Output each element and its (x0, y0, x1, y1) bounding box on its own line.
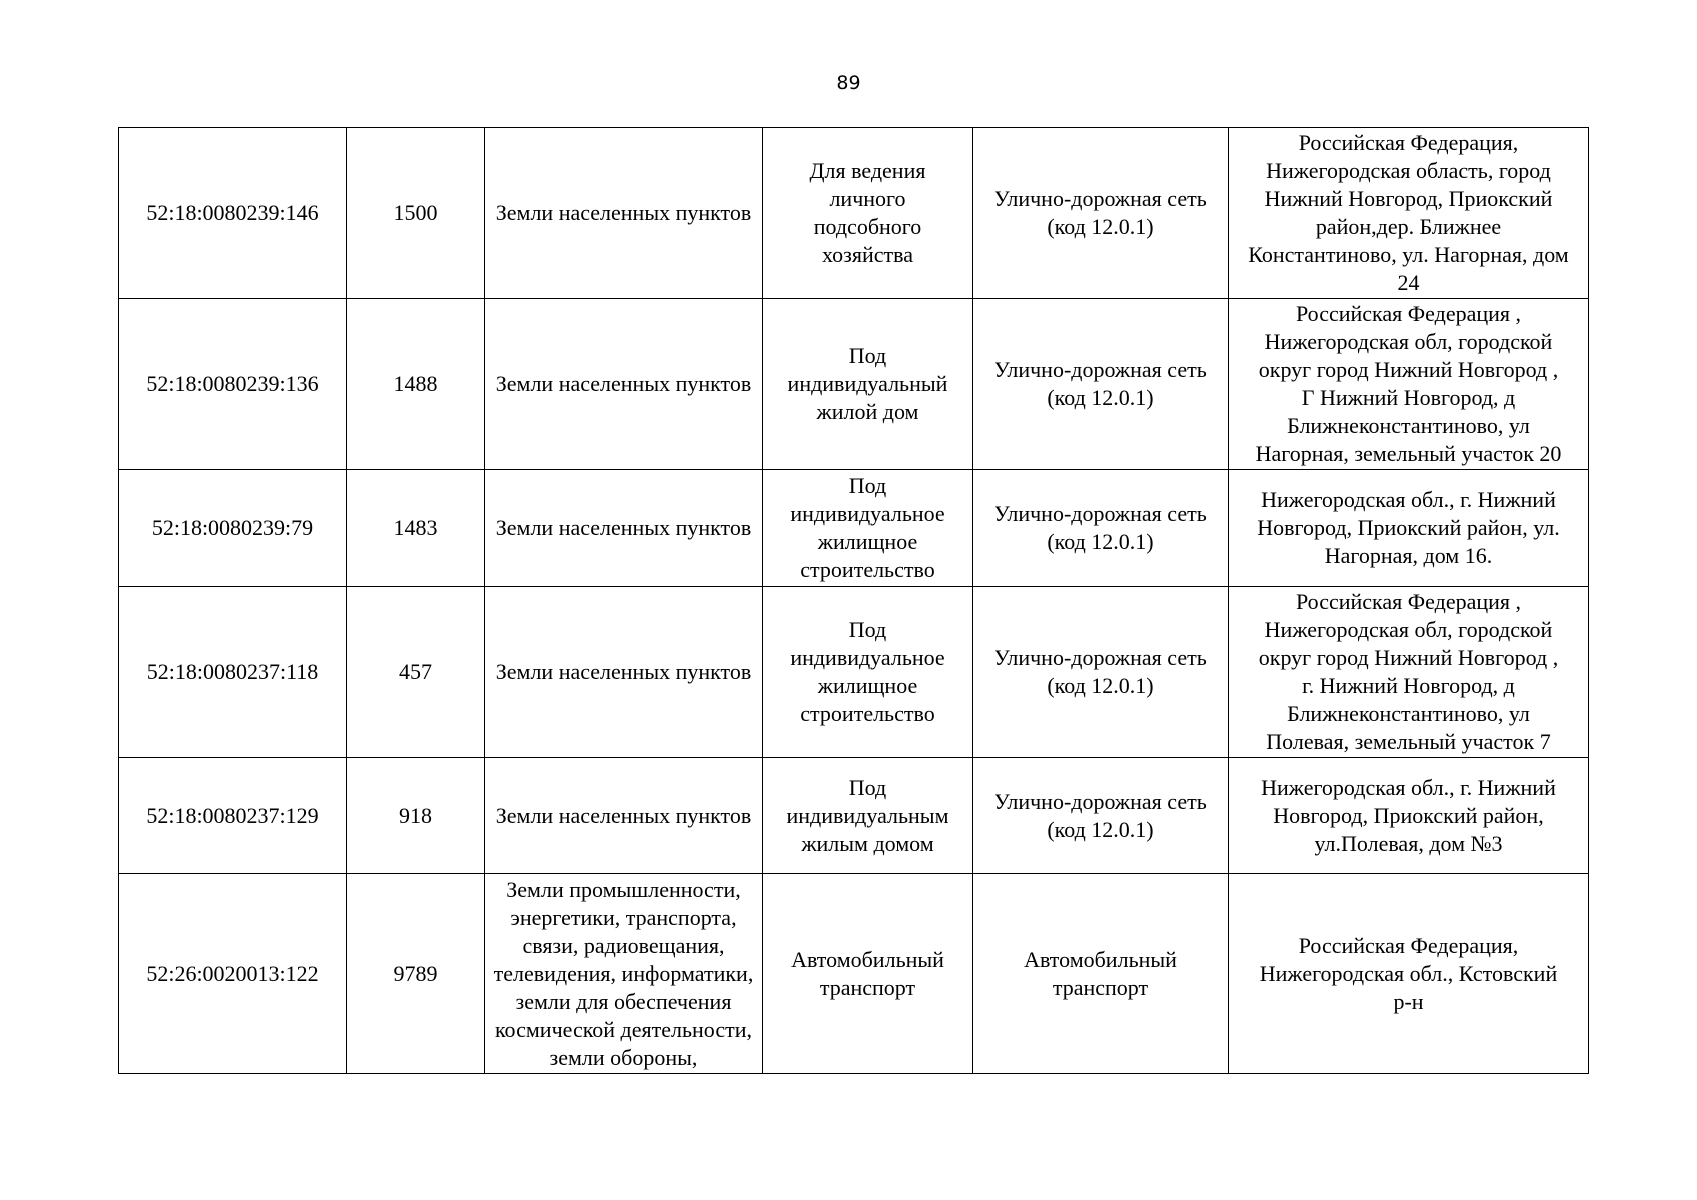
address-cell (1229, 470, 1589, 587)
cell-line: жилищное (817, 673, 918, 698)
cadastral-number-cell: 52:18:0080237:129 (119, 758, 347, 874)
cell-line: Ближнеконстантиново, ул (1287, 413, 1530, 438)
table-row (119, 470, 1589, 587)
cell-line: жилищное (817, 529, 918, 554)
address-cell (1229, 874, 1589, 1074)
cell-line: Ближнеконстантиново, ул (1287, 701, 1530, 726)
address-cell (1229, 758, 1589, 874)
purpose-cell (973, 470, 1229, 587)
cell-line: г. Нижний Новгород, д (1302, 673, 1515, 698)
cell-line: Под (848, 343, 887, 368)
purpose-cell (973, 299, 1229, 470)
cell-line: жилым домом (801, 830, 934, 856)
cell-line: транспорт (819, 974, 916, 1000)
address-cell (1229, 299, 1589, 470)
cadastral-number-cell: 52:18:0080239:79 (119, 470, 347, 587)
cell-line: Нижегородская область, город (1266, 158, 1551, 183)
cell-line: транспорт (1052, 974, 1149, 1000)
cell-line: (код 12.0.1) (1047, 385, 1154, 410)
cell-line: Улично-дорожная сеть (994, 501, 1207, 526)
cell-line: личного (829, 186, 906, 211)
cell-line: Под (848, 473, 887, 498)
area-cell: 1488 (347, 299, 485, 470)
cell-line: Нижегородская обл., г. Нижний (1261, 487, 1556, 512)
table-row (119, 758, 1589, 874)
cell-line: Полевая, земельный участок 7 (1266, 729, 1551, 754)
cell-line: космической деятельности, (494, 1016, 752, 1042)
permitted-use-cell (763, 587, 973, 758)
cell-line: (код 12.0.1) (1047, 816, 1154, 842)
permitted-use-cell (763, 470, 973, 587)
cell-line: (код 12.0.1) (1047, 214, 1154, 239)
area-cell: 918 (347, 758, 485, 874)
cell-line: Улично-дорожная сеть (994, 788, 1207, 814)
permitted-use-cell (763, 299, 973, 470)
page-number: 89 (836, 72, 861, 94)
cell-line: Под (848, 774, 887, 800)
cell-line: индивидуальное (790, 645, 945, 670)
land-category-cell: Земли населенных пунктов (485, 587, 763, 758)
cell-line: Нижегородская обл, городской (1264, 617, 1553, 642)
cell-line: Нижегородская обл., г. Нижний (1261, 774, 1556, 800)
cell-line: Г Нижний Новгород, д (1301, 385, 1516, 410)
cell-line: энергетики, транспорта, (510, 904, 737, 930)
cell-line: Новгород, Приокский район, (1273, 802, 1544, 828)
cell-line: Автомобильный (791, 946, 944, 972)
cell-line: Улично-дорожная сеть (994, 186, 1207, 211)
cell-line: земли обороны, (549, 1044, 698, 1070)
cadastral-number-cell: 52:18:0080237:118 (119, 587, 347, 758)
cell-line: хозяйства (822, 242, 913, 267)
cell-line: индивидуальным (786, 802, 949, 828)
purpose-cell (973, 128, 1229, 299)
cell-line: Земли промышленности, (506, 876, 741, 902)
cell-line: Под (848, 617, 887, 642)
cell-line: Нижегородская обл, городской (1264, 329, 1553, 354)
area-cell: 1483 (347, 470, 485, 587)
cell-line: телевидения, информатики, (493, 960, 754, 986)
cell-line: индивидуальный (787, 371, 948, 396)
area-cell: 457 (347, 587, 485, 758)
cadastral-number-cell: 52:26:0020013:122 (119, 874, 347, 1074)
cell-line: Новгород, Приокский район, ул. (1257, 515, 1560, 540)
area-cell: 9789 (347, 874, 485, 1074)
cell-line: Автомобильный (1024, 946, 1177, 972)
cell-line: Нагорная, земельный участок 20 (1255, 441, 1562, 466)
land-category-cell: Земли населенных пунктов (485, 299, 763, 470)
land-plots-table (118, 127, 1589, 1074)
cell-line: Константиново, ул. Нагорная, дом (1248, 242, 1569, 267)
cell-line: Российская Федерация, (1298, 130, 1519, 155)
land-category-cell: Земли населенных пунктов (485, 128, 763, 299)
cell-line: жилой дом (816, 399, 919, 424)
address-cell (1229, 587, 1589, 758)
purpose-cell (973, 758, 1229, 874)
address-cell (1229, 128, 1589, 299)
cell-line: Улично-дорожная сеть (994, 357, 1207, 382)
purpose-cell (973, 587, 1229, 758)
land-category-cell: Земли населенных пунктов (485, 470, 763, 587)
cell-line: связи, радиовещания, (522, 932, 725, 958)
cell-line: подсобного (813, 214, 922, 239)
cell-line: Для ведения (809, 158, 926, 183)
table-row (119, 587, 1589, 758)
cell-line: район,дер. Ближнее (1315, 214, 1502, 239)
cell-line: округ город Нижний Новгород , (1258, 645, 1559, 670)
area-cell: 1500 (347, 128, 485, 299)
table-row (119, 128, 1589, 299)
cell-line: Нижегородская обл., Кстовский (1259, 960, 1558, 986)
table-row (119, 299, 1589, 470)
cell-line: Российская Федерация , (1295, 301, 1522, 326)
cadastral-number-cell: 52:18:0080239:136 (119, 299, 347, 470)
cell-line: индивидуальное (790, 501, 945, 526)
cell-line: (код 12.0.1) (1047, 673, 1154, 698)
permitted-use-cell (763, 758, 973, 874)
land-category-cell: Земли населенных пунктов (485, 758, 763, 874)
cell-line: (код 12.0.1) (1047, 529, 1154, 554)
cell-line: земли для обеспечения (515, 988, 732, 1014)
cell-line: Российская Федерация, (1298, 932, 1519, 958)
permitted-use-cell (763, 128, 973, 299)
cell-line: Нижний Новгород, Приокский (1264, 186, 1553, 211)
cell-line: Российская Федерация , (1295, 589, 1522, 614)
land-category-cell (485, 874, 763, 1074)
permitted-use-cell (763, 874, 973, 1074)
purpose-cell (973, 874, 1229, 1074)
table-body (119, 128, 1589, 1074)
cell-line: Нагорная, дом 16. (1324, 543, 1493, 568)
cell-line: строительство (800, 557, 935, 582)
cell-line: Улично-дорожная сеть (994, 645, 1207, 670)
table-row (119, 874, 1589, 1074)
cell-line: строительство (800, 701, 935, 726)
cadastral-number-cell: 52:18:0080239:146 (119, 128, 347, 299)
cell-line: 24 (1397, 270, 1420, 295)
cell-line: р-н (1393, 988, 1424, 1014)
cell-line: округ город Нижний Новгород , (1258, 357, 1559, 382)
cell-line: ул.Полевая, дом №3 (1314, 830, 1503, 856)
